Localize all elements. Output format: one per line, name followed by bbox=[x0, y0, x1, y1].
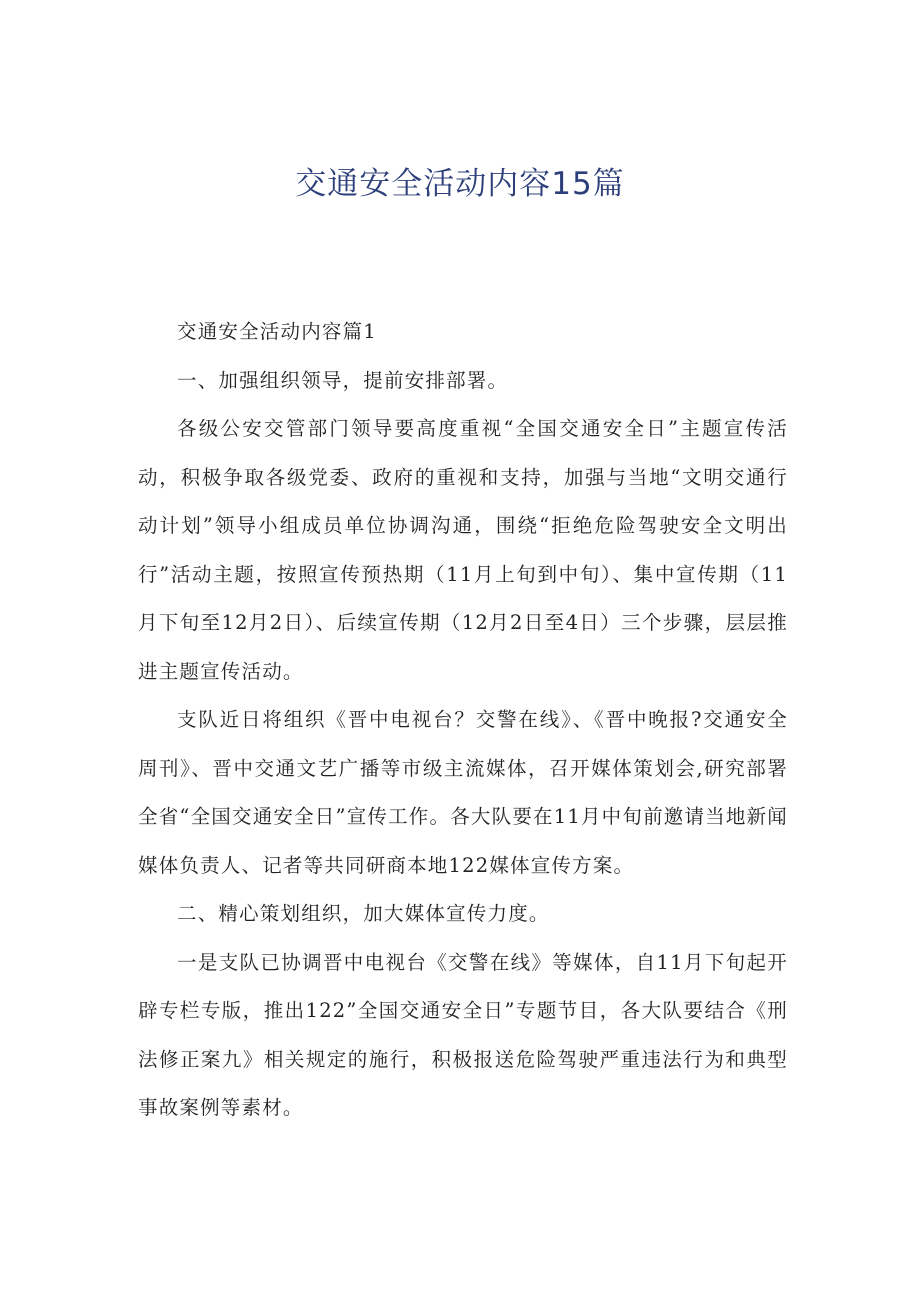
paragraph-body-1: 各级公安交管部门领导要高度重视“全国交通安全日”主题宣传活动，积极争取各级党委、政府的重视和支持，加强与当地“文明交通行动计划”领导小组成员单位协调沟通，围绕“拒绝危险驾驶安全文明出行”活动主题，按照宣传预热期（11月上旬到中旬）、集中宣传期（11月下旬至12月2日）、后续宣传期（12月2日至4日）三个步骤，层层推进主题宣传活动。 bbox=[138, 417, 788, 683]
paragraph-heading-1: 一、加强组织领导，提前安排部署。 bbox=[177, 368, 509, 392]
paragraph-body-3: 一是支队已协调晋中电视台《交警在线》等媒体，自11月下旬起开辟专栏专版，推出122”全国交通安全日”专题节目，各大队要结合《刑法修正案九》相关规定的施行，积极报送危险驾驶严重违法行为和典型事故案例等素材。 bbox=[138, 950, 788, 1119]
section-heading: 交通安全活动内容篇1 bbox=[177, 320, 377, 343]
document-body bbox=[138, 308, 788, 1133]
paragraph-heading-2: 二、精心策划组织，加大媒体宣传力度。 bbox=[177, 902, 550, 925]
document-title: 交通安全活动内容15篇 bbox=[295, 166, 625, 202]
paragraph-body-2: 支队近日将组织《晋中电视台？交警在线》、《晋中晚报?交通安全周刊》、晋中交通文艺广播等市级主流媒体，召开媒体策划会,研究部署全省“全国交通安全日”宣传工作。各大队要在11月中旬前邀请当地新闻媒体负责人、记者等共同研商本地122媒体宣传方案。 bbox=[138, 708, 788, 877]
